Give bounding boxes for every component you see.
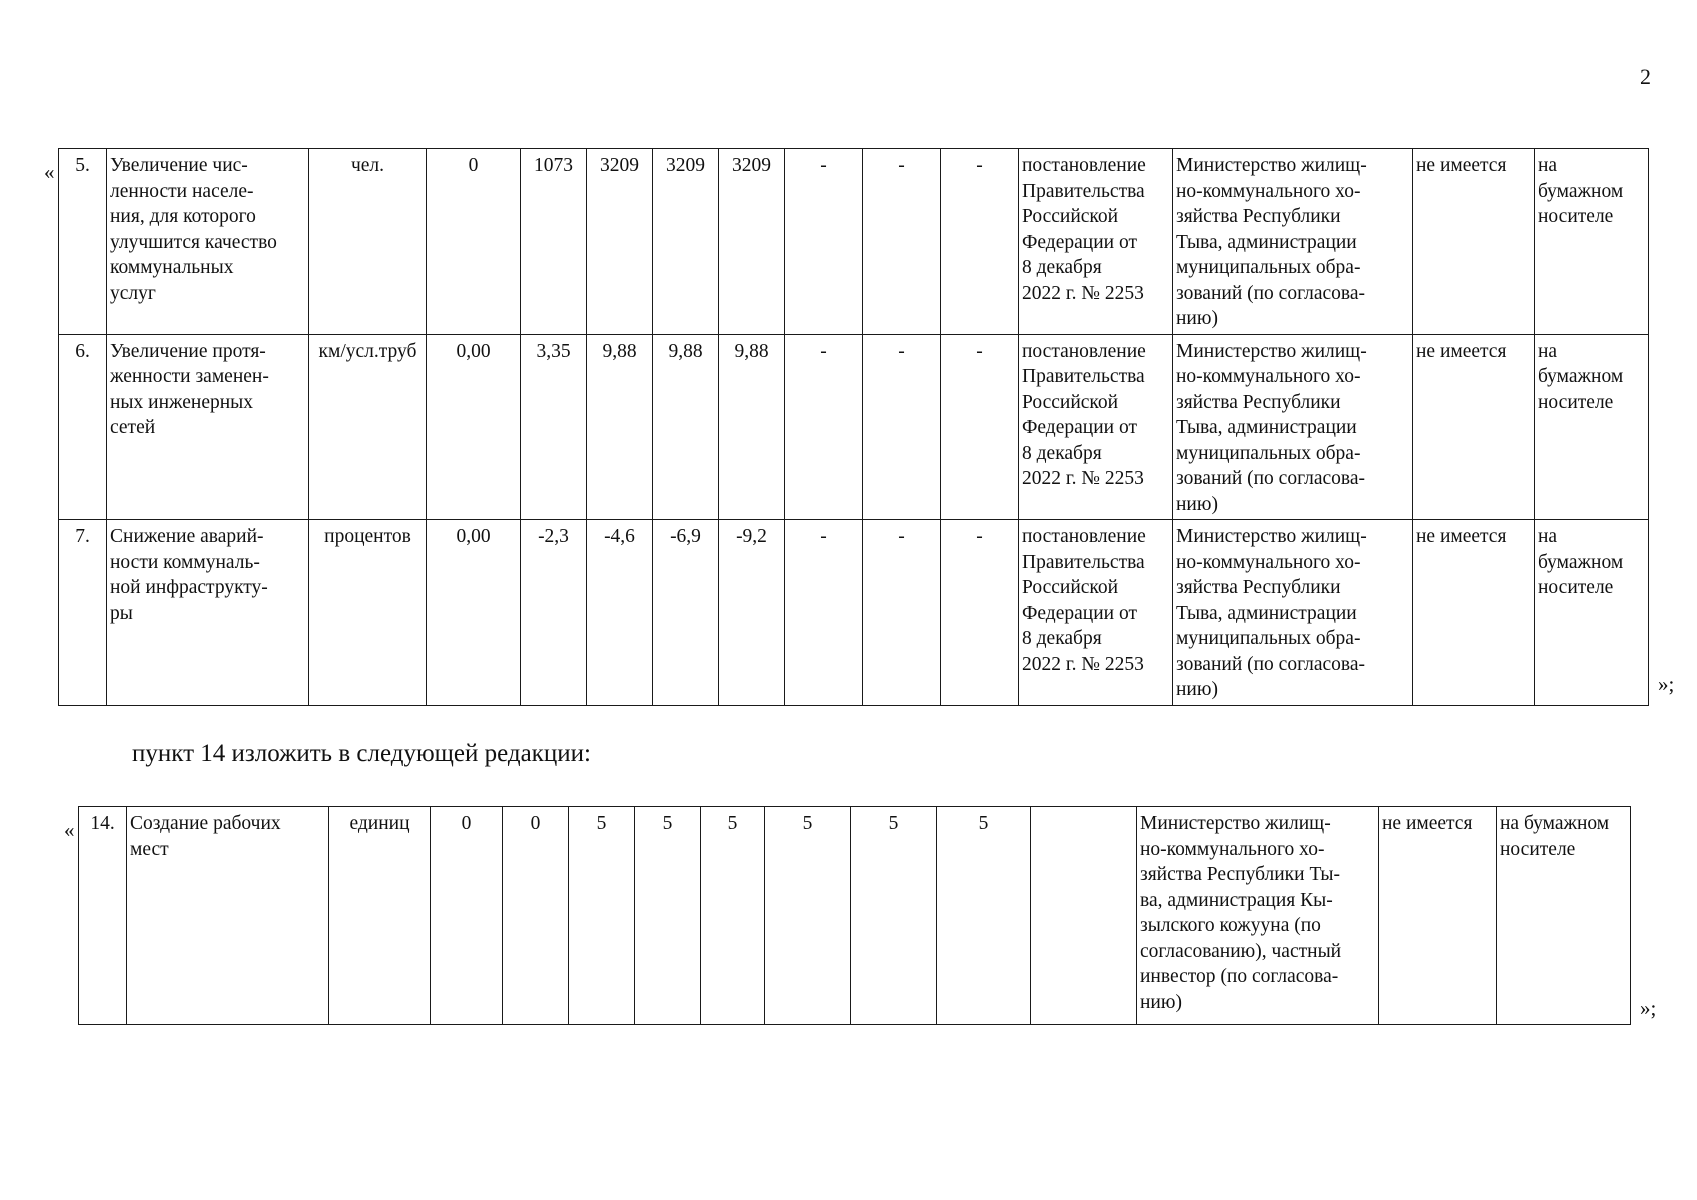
table-row	[59, 149, 1649, 335]
value-cell: 0	[431, 807, 503, 1025]
value-cell: -6,9	[653, 520, 719, 706]
value-cell: 0,00	[427, 334, 521, 520]
value-cell: 5	[765, 807, 851, 1025]
value-cell: 9,88	[719, 334, 785, 520]
close-quote-table-1: »;	[1658, 672, 1675, 696]
indicator-name-cell: Снижение аварий- ности коммуналь- ной инфраструкту- ры	[107, 520, 309, 706]
value-cell: -2,3	[521, 520, 587, 706]
value-cell: 5	[569, 807, 635, 1025]
value-cell: -	[863, 149, 941, 335]
indicator-name-cell: Увеличение чис- ленности населе- ния, для которого улучшится качество коммунальных услуг	[107, 149, 309, 335]
unit-cell: процентов	[309, 520, 427, 706]
info-system-cell: не имеется	[1379, 807, 1497, 1025]
value-cell: 5	[937, 807, 1031, 1025]
value-cell: 9,88	[587, 334, 653, 520]
value-cell	[1031, 807, 1137, 1025]
value-cell: -	[863, 334, 941, 520]
row-number-cell: 7.	[59, 520, 107, 706]
open-quote-table-1: «	[44, 160, 55, 184]
data-carrier-cell: на бумажном носителе	[1535, 149, 1649, 335]
data-carrier-cell: на бумажном носителе	[1497, 807, 1631, 1025]
responsible-cell: Министерство жилищ- но-коммунального хо- зяйства Республики Ты- ва, администрация Кы- зылского кожууна (по согласованию), частный инвестор (по согласова- нию)	[1137, 807, 1379, 1025]
value-cell: 3209	[587, 149, 653, 335]
table-row	[59, 334, 1649, 520]
data-carrier-cell: на бумажном носителе	[1535, 520, 1649, 706]
legal-basis-cell: постановление Правительства Российской Федерации от 8 декабря 2022 г. № 2253	[1019, 520, 1173, 706]
indicator-name-cell: Увеличение протя- женности заменен- ных инженерных сетей	[107, 334, 309, 520]
legal-basis-cell: постановление Правительства Российской Федерации от 8 декабря 2022 г. № 2253	[1019, 149, 1173, 335]
data-carrier-cell: на бумажном носителе	[1535, 334, 1649, 520]
value-cell: 5	[851, 807, 937, 1025]
value-cell: 0,00	[427, 520, 521, 706]
value-cell: 0	[503, 807, 569, 1025]
table-row	[79, 807, 1631, 1025]
value-cell: -	[941, 520, 1019, 706]
open-quote-table-2: «	[64, 818, 75, 842]
value-cell: -	[785, 520, 863, 706]
page-number: 2	[1640, 64, 1651, 89]
close-quote-table-2: »;	[1640, 996, 1657, 1020]
value-cell: 0	[427, 149, 521, 335]
section-heading: пункт 14 изложить в следующей редакции:	[132, 740, 591, 767]
row-number-cell: 5.	[59, 149, 107, 335]
row-number-cell: 14.	[79, 807, 127, 1025]
responsible-cell: Министерство жилищ- но-коммунального хо- зяйства Республики Тыва, администрации муниципальных обра- зований (по согласова- нию)	[1173, 149, 1413, 335]
row-number-cell: 6.	[59, 334, 107, 520]
unit-cell: единиц	[329, 807, 431, 1025]
table-row	[59, 520, 1649, 706]
responsible-cell: Министерство жилищ- но-коммунального хо- зяйства Республики Тыва, администрации муниципальных обра- зований (по согласова- нию)	[1173, 520, 1413, 706]
info-system-cell: не имеется	[1413, 520, 1535, 706]
unit-cell: км/усл.труб	[309, 334, 427, 520]
value-cell: 5	[635, 807, 701, 1025]
value-cell: -	[785, 334, 863, 520]
value-cell: -	[863, 520, 941, 706]
value-cell: -9,2	[719, 520, 785, 706]
value-cell: -	[941, 149, 1019, 335]
responsible-cell: Министерство жилищ- но-коммунального хо- зяйства Республики Тыва, администрации муниципальных обра- зований (по согласова- нию)	[1173, 334, 1413, 520]
value-cell: 3209	[653, 149, 719, 335]
value-cell: -	[785, 149, 863, 335]
indicators-table-2	[78, 806, 1631, 1025]
legal-basis-cell: постановление Правительства Российской Федерации от 8 декабря 2022 г. № 2253	[1019, 334, 1173, 520]
value-cell: -4,6	[587, 520, 653, 706]
value-cell: 5	[701, 807, 765, 1025]
info-system-cell: не имеется	[1413, 334, 1535, 520]
indicators-table-1	[58, 148, 1649, 706]
value-cell: -	[941, 334, 1019, 520]
value-cell: 9,88	[653, 334, 719, 520]
value-cell: 3209	[719, 149, 785, 335]
info-system-cell: не имеется	[1413, 149, 1535, 335]
value-cell: 3,35	[521, 334, 587, 520]
value-cell: 1073	[521, 149, 587, 335]
indicator-name-cell: Создание рабочих мест	[127, 807, 329, 1025]
unit-cell: чел.	[309, 149, 427, 335]
